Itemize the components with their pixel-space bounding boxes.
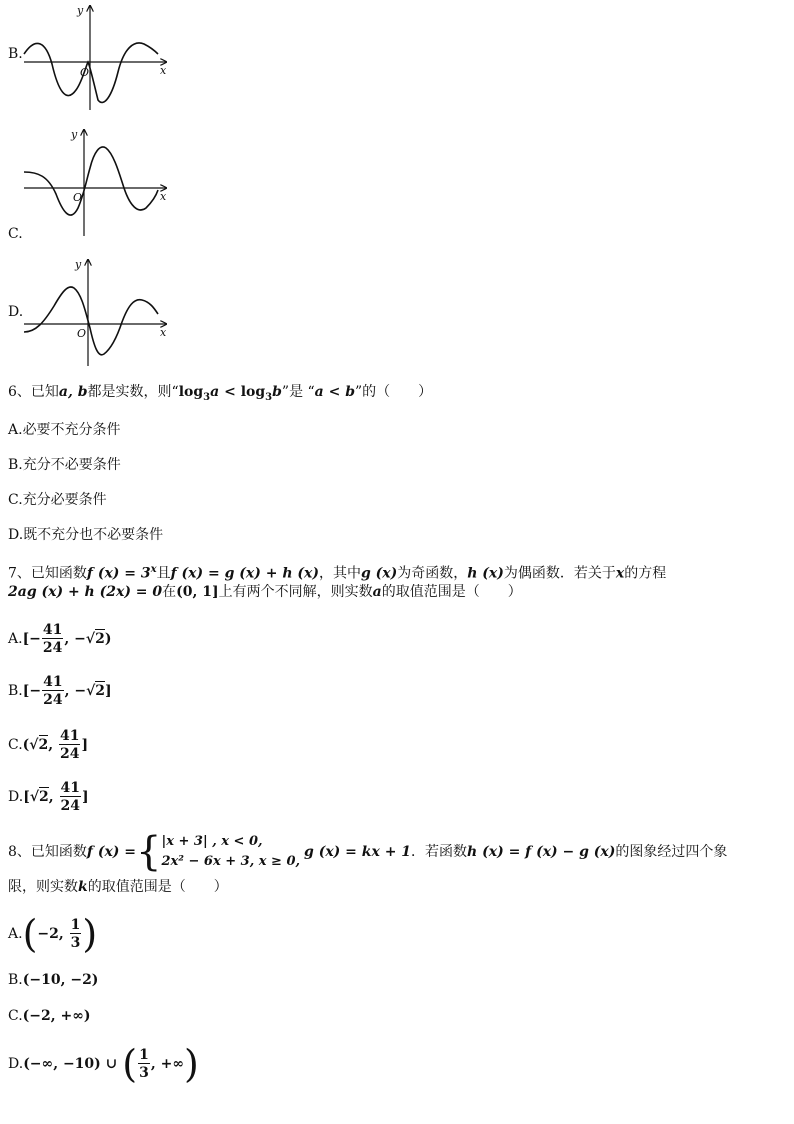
q8-gx: g (x) = kx + 1 — [304, 844, 412, 860]
q8-text: 的取值范围是（ ） — [87, 879, 228, 895]
sqrt: √2 — [29, 737, 49, 753]
q7-option-c[interactable] — [8, 726, 88, 764]
x-axis-label: x — [160, 326, 167, 339]
separator: , — [48, 789, 59, 805]
option-text: 充分必要条件 — [22, 492, 107, 508]
origin-label: O — [80, 66, 90, 79]
radicand: 2 — [95, 683, 106, 699]
radicand: 2 — [39, 789, 49, 805]
bracket: [ — [23, 789, 30, 805]
q8-prefix: 8、已知函数 — [8, 844, 87, 860]
option-label: A. — [8, 631, 23, 647]
denominator: 24 — [60, 798, 80, 814]
option-label: D. — [8, 527, 24, 543]
q7-x: x — [615, 565, 625, 582]
interval-right: , +∞ — [150, 1056, 184, 1072]
q7-stem-line1 — [8, 560, 666, 584]
denominator: 24 — [60, 746, 80, 762]
x-axis-label: x — [160, 190, 167, 203]
bracket: ] — [105, 683, 112, 699]
denominator: 3 — [139, 1065, 149, 1081]
piecewise-cases — [161, 832, 300, 872]
q7-text: 在 — [162, 584, 177, 600]
graph-c-svg — [24, 128, 174, 240]
option-text: (−2, +∞) — [22, 1008, 91, 1024]
q7-equation: 2ag (x) + h (2x) = 0 — [8, 584, 163, 600]
y-axis-label: y — [77, 4, 84, 17]
q7-text: 的方程 — [624, 565, 667, 582]
q7-exp: x — [150, 564, 157, 575]
sqrt: √2 — [86, 683, 106, 699]
option-c-label: C. — [8, 226, 23, 242]
numerator: 1 — [70, 917, 81, 933]
piece-1: |x + 3| , x < 0, — [161, 834, 263, 849]
q8-hx: h (x) = f (x) − g (x) — [467, 844, 616, 860]
q7-option-b[interactable] — [8, 672, 112, 710]
q7-hx: h (x) — [467, 565, 504, 582]
radicand: 2 — [95, 631, 105, 647]
graph-c-curve — [24, 147, 158, 215]
q8-stem-line2 — [8, 877, 228, 897]
fraction — [138, 1048, 150, 1080]
q8-option-d[interactable] — [8, 1042, 199, 1086]
q7-text: ，其中 — [318, 565, 361, 582]
option-label: B. — [8, 457, 23, 473]
q6-option-d[interactable] — [8, 525, 163, 545]
numerator: 41 — [60, 780, 80, 796]
q6-text: ”是 “ — [281, 384, 315, 400]
q6-option-b[interactable] — [8, 455, 121, 475]
fraction — [70, 918, 82, 950]
sqrt: √2 — [85, 631, 105, 647]
separator: , − — [64, 683, 87, 699]
q6-stem — [8, 382, 432, 408]
radicand: 2 — [38, 737, 49, 753]
bracket: [− — [22, 631, 41, 647]
numerator: 41 — [42, 622, 63, 638]
q6-log-base: 3 — [203, 391, 211, 403]
paren-open: ( — [22, 912, 38, 956]
q6-vars: a, b — [58, 384, 88, 400]
q8-text: 限，则实数 — [8, 879, 78, 895]
interval-left: −2, — [37, 926, 69, 942]
q6-text: 都是实数，则“ — [87, 384, 179, 400]
bracket: ] — [82, 789, 89, 805]
numerator: 1 — [139, 1047, 149, 1063]
q6-log-base: 3 — [265, 391, 273, 403]
paren-open: ( — [122, 1042, 138, 1086]
q7-interval: (0, 1] — [176, 584, 219, 600]
q8-option-b[interactable] — [8, 970, 98, 990]
origin-label: O — [73, 191, 83, 204]
fraction — [42, 675, 63, 707]
q7-stem-line2 — [8, 582, 522, 602]
graph-b — [24, 4, 174, 112]
q7-prefix: 7、已知函数 — [8, 565, 87, 582]
option-label: C. — [8, 737, 23, 753]
option-label: C. — [8, 1008, 23, 1024]
denominator: 24 — [42, 640, 63, 656]
q6-option-a[interactable] — [8, 420, 121, 440]
paren-close: ) — [184, 1042, 199, 1086]
option-label: D. — [8, 1056, 24, 1072]
graph-d-curve — [24, 287, 158, 355]
fraction — [60, 781, 81, 813]
q6-log: log — [178, 384, 204, 400]
option-label: B. — [8, 683, 23, 699]
q6-lt: < — [219, 384, 241, 400]
q7-gx: g (x) — [360, 565, 398, 582]
paren-close: ) — [82, 912, 98, 956]
option-b-label: B. — [8, 46, 23, 62]
numerator: 41 — [43, 674, 63, 690]
option-d-label: D. — [8, 304, 24, 320]
q7-a: a — [372, 584, 382, 600]
option-label: B. — [8, 972, 23, 988]
denominator: 24 — [43, 692, 63, 708]
q8-text: ．若函数 — [411, 844, 468, 860]
denominator: 3 — [70, 935, 81, 951]
q7-eq: f (x) = g (x) + h (x) — [170, 565, 319, 582]
q7-fx: f (x) = 3 — [86, 565, 151, 582]
q6-condition: a < b — [314, 384, 356, 400]
q7-text: 的取值范围是（ ） — [381, 584, 522, 600]
interval-left: (−∞, −10) ∪ — [23, 1056, 123, 1072]
option-label: A. — [8, 926, 23, 942]
q8-text: 的图象经过四个象 — [615, 844, 728, 860]
q8-k: k — [78, 879, 88, 895]
bracket: ] — [81, 737, 89, 753]
q6-log-arg: b — [272, 384, 282, 400]
option-label: D. — [8, 789, 24, 805]
separator: , − — [64, 631, 86, 647]
piece-2: 2x² − 6x + 3, x ≥ 0, — [161, 854, 301, 869]
graph-b-svg — [24, 4, 174, 112]
q7-text: 且 — [156, 565, 171, 582]
graph-d-svg — [24, 258, 174, 368]
option-text: 充分不必要条件 — [22, 457, 121, 473]
q6-log-arg: a — [210, 384, 220, 400]
x-axis-label: x — [160, 64, 167, 77]
q7-text: 上有两个不同解，则实数 — [218, 584, 373, 600]
q6-text: ”的（ ） — [355, 384, 433, 400]
piecewise-brace: { — [136, 829, 162, 875]
option-label: A. — [8, 422, 23, 438]
graph-c — [24, 128, 174, 240]
q7-text: 为偶函数．若关于 — [503, 565, 616, 582]
q7-text: 为奇函数， — [397, 565, 468, 582]
q6-prefix: 6、已知 — [8, 384, 59, 400]
y-axis-label: y — [75, 258, 82, 271]
bracket: ) — [104, 631, 112, 647]
y-axis-label: y — [71, 128, 78, 141]
q6-log: log — [240, 384, 266, 400]
origin-label: O — [77, 327, 87, 340]
bracket: [− — [22, 683, 42, 699]
option-text: 必要不充分条件 — [22, 422, 121, 438]
option-text: 既不充分也不必要条件 — [23, 527, 164, 543]
q8-option-a[interactable] — [8, 912, 97, 956]
q7-option-d[interactable] — [8, 778, 89, 816]
separator: , — [48, 737, 58, 753]
fraction — [59, 729, 80, 761]
graph-d — [24, 258, 174, 368]
option-text: (−10, −2) — [22, 972, 99, 988]
sqrt: √2 — [29, 789, 49, 805]
option-label: C. — [8, 492, 23, 508]
q7-option-a[interactable] — [8, 620, 111, 658]
q8-stem-line1 — [8, 829, 728, 875]
q8-fx: f (x) = — [86, 844, 137, 860]
graph-b-curve — [24, 43, 158, 102]
fraction — [42, 623, 63, 655]
q6-option-c[interactable] — [8, 490, 107, 510]
q8-option-c[interactable] — [8, 1006, 91, 1026]
numerator: 41 — [60, 728, 80, 744]
bracket: ( — [22, 737, 30, 753]
